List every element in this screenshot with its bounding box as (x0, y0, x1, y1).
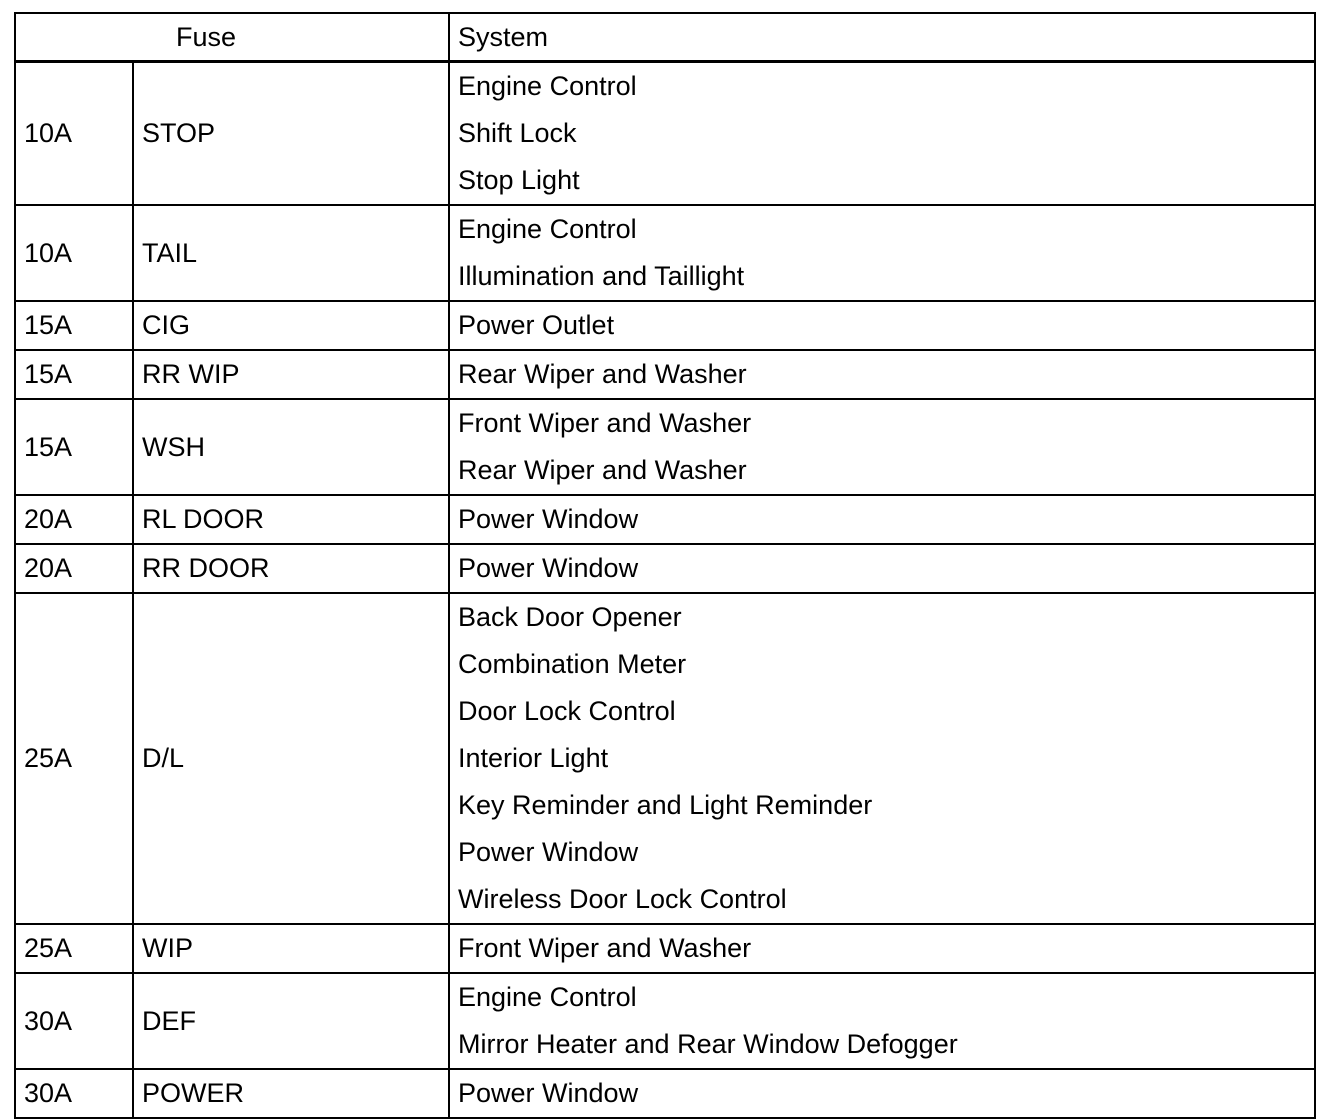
fuse-name: DEF (133, 973, 449, 1069)
system-cell (449, 593, 1315, 924)
system-cell (449, 350, 1315, 399)
system-item: Front Wiper and Washer (458, 933, 752, 963)
fuse-name: TAIL (133, 205, 449, 301)
fuse-table-body (15, 62, 1315, 1119)
fuse-amperage: 15A (15, 399, 133, 495)
fuse-column-header: Fuse (15, 13, 449, 62)
system-cell (449, 301, 1315, 350)
system-cell (449, 973, 1315, 1069)
system-item: Wireless Door Lock Control (458, 884, 787, 914)
table-row (15, 205, 1315, 301)
system-item: Engine Control (458, 982, 637, 1012)
fuse-name: D/L (133, 593, 449, 924)
fuse-amperage: 25A (15, 593, 133, 924)
system-cell (449, 205, 1315, 301)
fuse-amperage: 10A (15, 205, 133, 301)
system-item: Door Lock Control (458, 696, 676, 726)
table-row (15, 924, 1315, 973)
fuse-amperage: 20A (15, 495, 133, 544)
table-row (15, 544, 1315, 593)
system-cell (449, 495, 1315, 544)
table-row (15, 495, 1315, 544)
fuse-amperage: 30A (15, 973, 133, 1069)
system-item: Mirror Heater and Rear Window Defogger (458, 1029, 958, 1059)
fuse-name: STOP (133, 62, 449, 206)
fuse-amperage: 15A (15, 350, 133, 399)
system-item: Front Wiper and Washer (458, 408, 752, 438)
system-item: Shift Lock (458, 118, 577, 148)
table-row (15, 301, 1315, 350)
fuse-name: POWER (133, 1069, 449, 1118)
system-item: Back Door Opener (458, 602, 682, 632)
system-item: Interior Light (458, 743, 609, 773)
system-item: Rear Wiper and Washer (458, 359, 747, 389)
system-column-header: System (449, 13, 1315, 62)
fuse-amperage: 10A (15, 62, 133, 206)
header-row (15, 13, 1315, 62)
table-row (15, 399, 1315, 495)
fuse-name: WIP (133, 924, 449, 973)
fuse-name: RR DOOR (133, 544, 449, 593)
system-item: Illumination and Taillight (458, 261, 745, 291)
system-item: Power Window (458, 553, 639, 583)
fuse-name: RR WIP (133, 350, 449, 399)
table-row (15, 1069, 1315, 1118)
system-item: Power Window (458, 1078, 639, 1108)
system-item: Stop Light (458, 165, 580, 195)
fuse-name: WSH (133, 399, 449, 495)
fuse-amperage: 25A (15, 924, 133, 973)
fuse-name: RL DOOR (133, 495, 449, 544)
table-row (15, 593, 1315, 924)
system-item: Rear Wiper and Washer (458, 455, 747, 485)
fuse-name: CIG (133, 301, 449, 350)
table-row (15, 350, 1315, 399)
system-item: Combination Meter (458, 649, 687, 679)
system-cell (449, 1069, 1315, 1118)
system-item: Engine Control (458, 214, 637, 244)
system-cell (449, 62, 1315, 206)
system-item: Power Outlet (458, 310, 615, 340)
system-item: Power Window (458, 837, 639, 867)
table-row (15, 62, 1315, 206)
system-cell (449, 399, 1315, 495)
fuse-table (14, 12, 1316, 1119)
system-item: Key Reminder and Light Reminder (458, 790, 873, 820)
fuse-amperage: 20A (15, 544, 133, 593)
table-row (15, 973, 1315, 1069)
fuse-amperage: 15A (15, 301, 133, 350)
fuse-amperage: 30A (15, 1069, 133, 1118)
system-cell (449, 544, 1315, 593)
system-item: Power Window (458, 504, 639, 534)
system-item: Engine Control (458, 71, 637, 101)
system-cell (449, 924, 1315, 973)
